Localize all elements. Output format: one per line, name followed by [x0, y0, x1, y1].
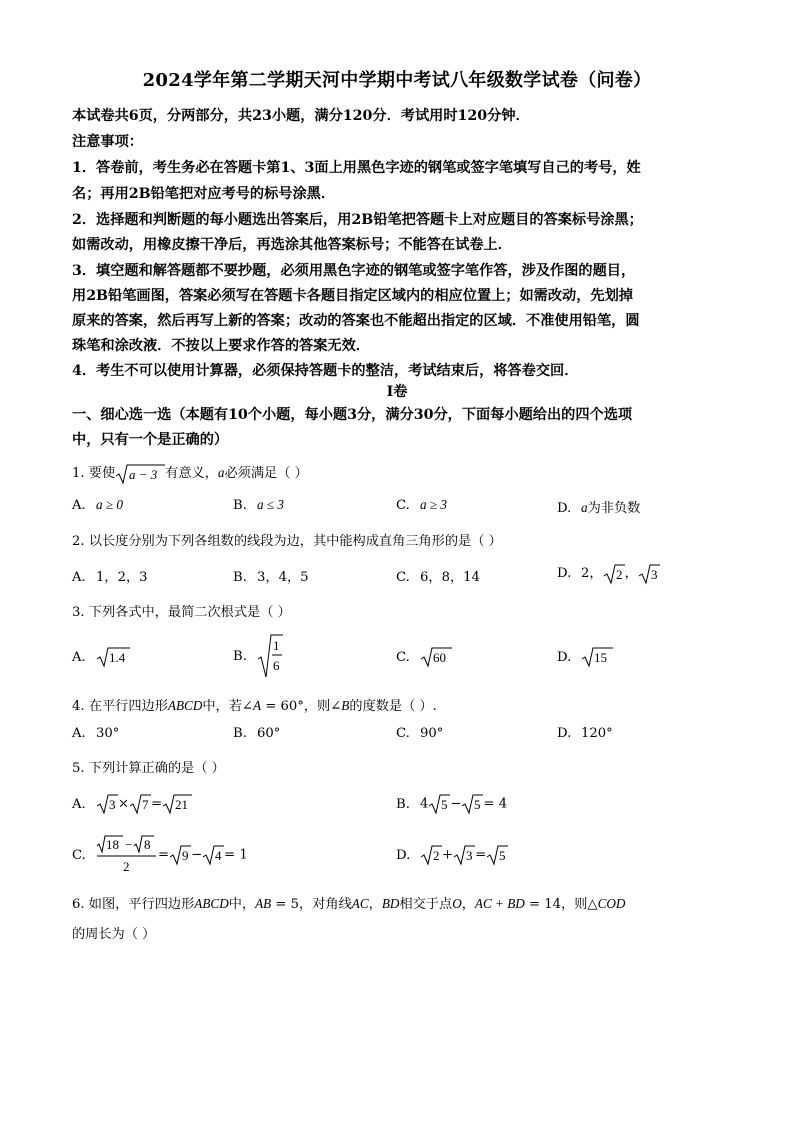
question-4-stem: 4. 在平行四边形ABCD中，若∠A = 60°，则∠B的度数是（ ）. [72, 698, 437, 714]
option-a[interactable]: A. 3 × 7 = 21 [72, 793, 192, 815]
option-d[interactable]: D. a为非负数 [557, 500, 641, 516]
option-a[interactable]: A. a ≥ 0 [72, 497, 124, 513]
question-6-stem: 6. 如图，平行四边形ABCD中，AB = 5，对角线AC，BD相交于点O，AC + BD = 14，则△COD [72, 896, 626, 912]
svg-text:3: 3 [650, 566, 658, 582]
notice-line: 如需改动，用橡皮擦干净后，再选涂其他答案标号；不能答在试卷上． [72, 237, 512, 253]
svg-text:1.4: 1.4 [109, 650, 126, 665]
notice-line: 珠笔和涂改液．不按以上要求作答的答案无效． [72, 338, 370, 354]
svg-text:3: 3 [109, 797, 116, 812]
svg-text:7: 7 [142, 797, 149, 812]
svg-text:4: 4 [215, 848, 222, 863]
notice-line: 名；再用2B铅笔把对应考号的标号涂黑． [72, 186, 336, 202]
notice-line: 4．考生不可以使用计算器，必须保持答题卡的整洁，考试结束后，将答卷交回． [72, 363, 579, 379]
page-title: 2024学年第二学期天河中学期中考试八年级数学试卷（问卷） [142, 70, 652, 91]
question-1-stem: 1. 要使 a − 3 有意义，a必须满足（ ） [72, 462, 308, 485]
volume-heading: Ⅰ卷 [386, 384, 408, 400]
question-3-stem: 3. 下列各式中，最简二次根式是（ ） [72, 605, 291, 620]
exam-intro: 本试卷共6页，分两部分，共23小题，满分120分．考试用时120分钟． [72, 108, 530, 124]
svg-text:2: 2 [433, 848, 440, 863]
sqrt-expression [115, 463, 165, 485]
option-b[interactable]: B. 3，4，5 [233, 570, 309, 585]
svg-text:21: 21 [175, 797, 189, 812]
option-d[interactable]: D. 120° [557, 726, 613, 741]
notice-line: 原来的答案，然后再写上新的答案；改动的答案也不能超出指定的区域．不准使用铅笔，圆 [72, 313, 640, 329]
option-b[interactable]: B. a ≤ 3 [233, 497, 285, 513]
option-b[interactable]: B. 60° [233, 726, 281, 741]
option-d[interactable]: D. 2 + 3 = 5 [396, 844, 508, 866]
svg-text:2: 2 [123, 859, 130, 874]
option-d[interactable]: D. 2， 2 ， 3 [557, 562, 660, 585]
option-c[interactable]: C. 6，8，14 [396, 570, 480, 585]
svg-text:3: 3 [466, 848, 473, 863]
question-2-stem: 2. 以长度分别为下列各组数的线段为边，其中能构成直角三角形的是（ ） [72, 534, 502, 549]
option-a[interactable]: A. 30° [72, 726, 120, 741]
svg-text:−: − [125, 837, 133, 852]
notice-line: 2．选择题和判断题的每小题选出答案后，用2B铅笔把答题卡上对应题目的答案标号涂黑； [72, 212, 643, 228]
question-6-stem-line2: 的周长为（ ） [72, 927, 156, 942]
option-a[interactable]: A. 1.4 [72, 646, 130, 668]
svg-text:18: 18 [106, 837, 119, 852]
svg-text:1: 1 [273, 638, 280, 653]
notice-line: 1．答卷前，考生务必在答题卡第1、3面上用黑色字迹的钢笔或签字笔填写自己的考号，姓 [72, 160, 641, 176]
section-heading: 中，只有一个是正确的） [72, 432, 229, 448]
svg-text:5: 5 [441, 797, 448, 812]
option-b[interactable]: B. 1 6 [233, 633, 283, 679]
svg-text:9: 9 [182, 848, 189, 863]
notice-line: 3．填空题和解答题都不要抄题，必须用黑色字迹的钢笔或签字笔作答，涉及作图的题目， [72, 263, 636, 279]
svg-text:8: 8 [144, 837, 151, 852]
notice-heading: 注意事项： [72, 134, 143, 150]
section-heading: 一、细心选一选（本题有10个小题，每小题3分，满分30分，下面每小题给出的四个选项 [72, 407, 633, 423]
option-c[interactable]: C. 90° [396, 726, 444, 741]
svg-text:a − 3: a − 3 [129, 466, 158, 482]
option-d[interactable]: D. 15 [557, 646, 613, 668]
svg-text:60: 60 [433, 650, 446, 665]
option-c[interactable]: C. 18 − 8 2 = 9 − 4 = 1 [72, 837, 248, 874]
notice-line: 用2B铅笔画图，答案必须写在答题卡各题目指定区域内的相应位置上；如需改动，先划掉 [72, 288, 633, 304]
option-b[interactable]: B. 4 5 − 5 = 4 [396, 796, 508, 812]
svg-text:5: 5 [499, 848, 506, 863]
question-5-stem: 5. 下列计算正确的是（ ） [72, 761, 225, 776]
option-c[interactable]: C. 60 [396, 646, 452, 668]
svg-text:2: 2 [615, 566, 623, 582]
svg-text:5: 5 [474, 797, 481, 812]
option-a[interactable]: A. 1，2，3 [72, 570, 148, 585]
svg-text:15: 15 [594, 650, 607, 665]
svg-text:6: 6 [273, 658, 280, 673]
option-c[interactable]: C. a ≥ 3 [396, 497, 448, 513]
